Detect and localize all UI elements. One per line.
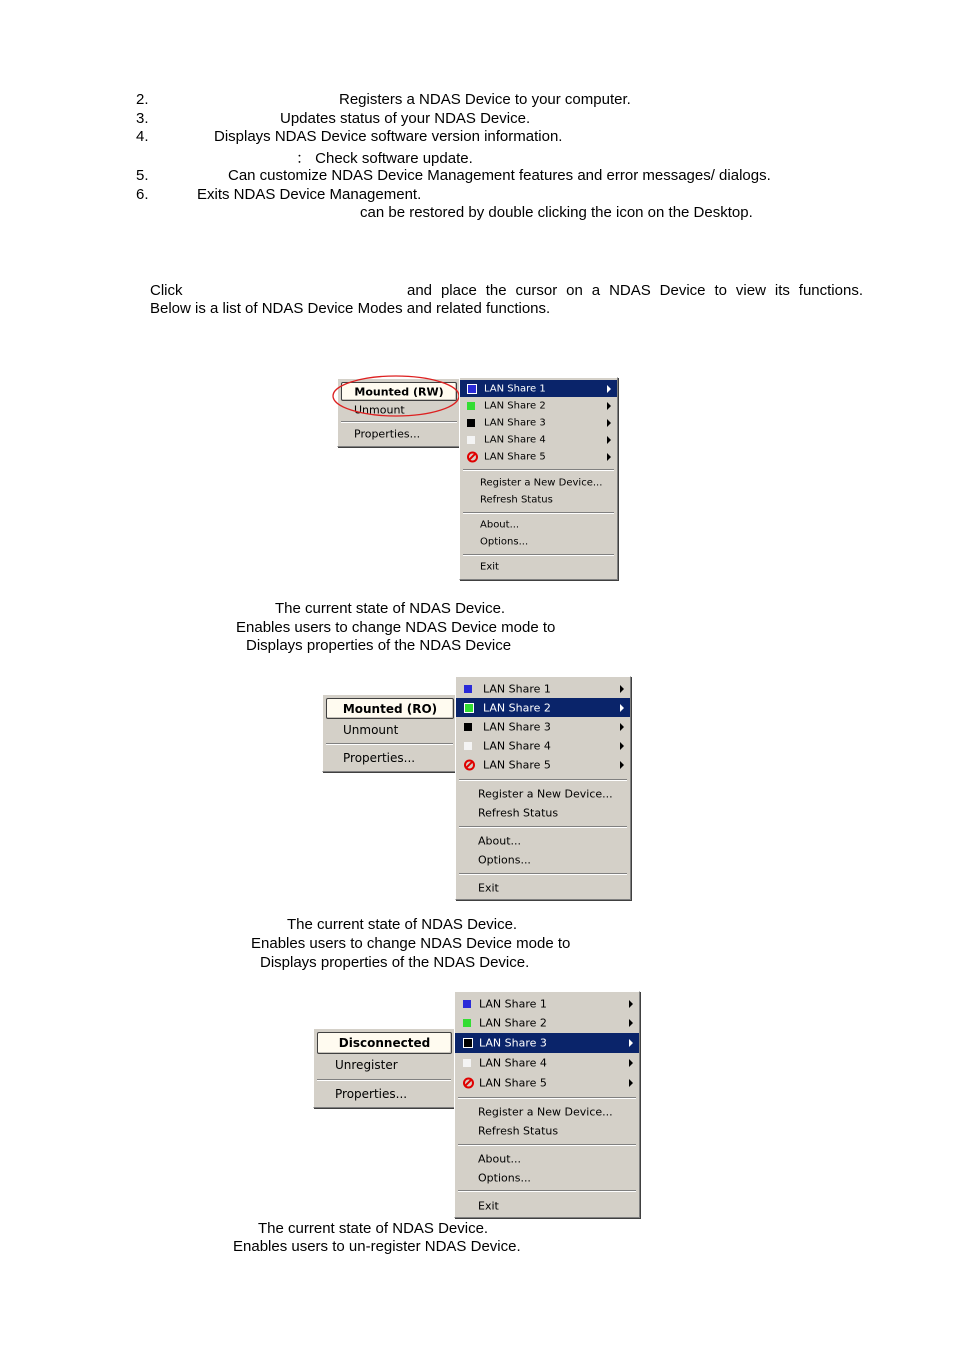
submenu-arrow-icon xyxy=(629,1039,633,1047)
options-item[interactable]: Options... xyxy=(478,853,531,867)
exit-item[interactable]: Exit xyxy=(478,1199,499,1212)
submenu-arrow-icon xyxy=(629,1000,633,1008)
separator xyxy=(463,512,614,514)
device-submenu xyxy=(322,694,457,772)
device-menu xyxy=(459,377,618,580)
list-number: 6. xyxy=(136,186,149,203)
submenu-arrow-icon xyxy=(607,453,611,461)
list-text: ： Check software update. xyxy=(296,150,473,167)
separator xyxy=(458,1097,636,1099)
caption-state: The current state of NDAS Device. xyxy=(275,600,506,617)
menu-item-lan-share-3[interactable]: LAN Share 3 xyxy=(460,414,617,431)
submenu-arrow-icon xyxy=(629,1059,633,1067)
menu-item-lan-share-1[interactable]: LAN Share 1 xyxy=(455,994,639,1013)
prohibited-icon xyxy=(467,451,478,462)
unmount-item[interactable]: Unmount xyxy=(354,403,405,416)
highlight-circle xyxy=(328,368,464,432)
properties-item[interactable]: Properties... xyxy=(335,1087,408,1101)
submenu-arrow-icon xyxy=(620,685,624,693)
list-text: can be restored by double clicking the icon on the Desktop. xyxy=(360,204,753,221)
device-status-icon xyxy=(464,703,474,713)
refresh-status-item[interactable]: Refresh Status xyxy=(478,806,559,820)
state-mounted-rw[interactable]: Mounted (RW) xyxy=(341,382,457,401)
device-status-icon xyxy=(467,384,477,394)
refresh-status-item[interactable]: Refresh Status xyxy=(478,1124,559,1137)
prohibited-icon xyxy=(464,759,475,770)
menu-item-lan-share-3[interactable]: LAN Share 3 xyxy=(456,717,630,736)
separator xyxy=(317,1079,451,1081)
device-status-icon xyxy=(464,685,472,693)
properties-item[interactable]: Properties... xyxy=(354,427,421,441)
submenu-arrow-icon xyxy=(607,402,611,410)
menu-item-lan-share-4[interactable]: LAN Share 4 xyxy=(460,431,617,448)
list-text: Displays NDAS Device software version information. xyxy=(214,128,563,145)
state-disconnected[interactable]: Disconnected xyxy=(317,1032,452,1054)
separator xyxy=(463,554,614,556)
separator xyxy=(463,469,614,471)
unregister-item[interactable]: Unregister xyxy=(335,1058,398,1072)
separator xyxy=(459,826,627,828)
device-status-icon xyxy=(464,742,472,750)
menu-item-lan-share-4[interactable]: LAN Share 4 xyxy=(456,736,630,755)
menu-item-lan-share-2[interactable]: LAN Share 2 xyxy=(455,1013,639,1033)
register-device-item[interactable]: Register a New Device... xyxy=(478,787,613,801)
caption-properties: Displays properties of the NDAS Device xyxy=(246,637,512,654)
device-status-icon xyxy=(463,1019,471,1027)
separator xyxy=(326,743,453,745)
list-number: 5. xyxy=(136,167,149,184)
caption-action: Enables users to change NDAS Device mode to xyxy=(251,935,571,952)
list-text: Updates status of your NDAS Device. xyxy=(280,110,531,127)
exit-item[interactable]: Exit xyxy=(478,881,499,895)
list-number: 3. xyxy=(136,110,149,127)
menu-item-lan-share-2[interactable]: LAN Share 2 xyxy=(456,698,630,717)
separator xyxy=(458,1144,636,1146)
device-submenu xyxy=(313,1028,455,1108)
device-menu xyxy=(455,676,631,900)
list-text: Exits NDAS Device Management. xyxy=(197,186,422,203)
refresh-status-item[interactable]: Refresh Status xyxy=(480,494,553,506)
device-status-icon xyxy=(463,1000,471,1008)
about-item[interactable]: About... xyxy=(480,519,520,531)
device-status-icon xyxy=(463,1038,473,1048)
list-text: Can customize NDAS Device Management features and error messages/ dialogs. xyxy=(228,167,771,184)
menu-item-lan-share-1[interactable]: LAN Share 1 xyxy=(456,679,630,698)
submenu-arrow-icon xyxy=(620,761,624,769)
state-mounted-ro[interactable]: Mounted (RO) xyxy=(326,698,454,719)
device-status-icon xyxy=(463,1059,471,1067)
submenu-arrow-icon xyxy=(620,723,624,731)
submenu-arrow-icon xyxy=(607,436,611,444)
device-status-icon xyxy=(464,723,472,731)
separator xyxy=(459,873,627,875)
menu-item-lan-share-5[interactable]: LAN Share 5 xyxy=(460,448,617,465)
unmount-item[interactable]: Unmount xyxy=(343,723,399,737)
menu-item-lan-share-5[interactable]: LAN Share 5 xyxy=(456,755,630,774)
register-device-item[interactable]: Register a New Device... xyxy=(478,1105,613,1118)
caption-action: Enables users to change NDAS Device mode to xyxy=(236,619,556,636)
submenu-arrow-icon xyxy=(629,1079,633,1087)
submenu-arrow-icon xyxy=(620,742,624,750)
submenu-arrow-icon xyxy=(607,419,611,427)
device-menu xyxy=(454,991,640,1218)
submenu-arrow-icon xyxy=(629,1019,633,1027)
caption-action: Enables users to un-register NDAS Device. xyxy=(233,1238,521,1255)
menu-item-lan-share-4[interactable]: LAN Share 4 xyxy=(455,1053,639,1073)
device-status-icon xyxy=(467,436,475,444)
properties-item[interactable]: Properties... xyxy=(343,751,416,765)
caption-state: The current state of NDAS Device. xyxy=(287,916,518,933)
device-status-icon xyxy=(467,419,475,427)
register-device-item[interactable]: Register a New Device... xyxy=(480,477,603,489)
options-item[interactable]: Options... xyxy=(480,536,529,548)
menu-item-lan-share-3[interactable]: LAN Share 3 xyxy=(455,1033,639,1053)
caption-properties: Displays properties of the NDAS Device. xyxy=(260,954,530,971)
intro-rest: and place the cursor on a NDAS Device to view its functions. xyxy=(407,282,863,299)
menu-item-lan-share-1[interactable]: LAN Share 1 xyxy=(460,380,617,397)
about-item[interactable]: About... xyxy=(478,834,522,848)
device-status-icon xyxy=(467,402,475,410)
intro-click: Click xyxy=(150,282,183,299)
menu-item-lan-share-2[interactable]: LAN Share 2 xyxy=(460,397,617,414)
submenu-arrow-icon xyxy=(607,385,611,393)
prohibited-icon xyxy=(463,1078,474,1089)
about-item[interactable]: About... xyxy=(478,1152,522,1165)
menu-item-lan-share-5[interactable]: LAN Share 5 xyxy=(455,1073,639,1093)
list-number: 2. xyxy=(136,91,149,108)
list-number: 4. xyxy=(136,128,149,145)
intro-line2: Below is a list of NDAS Device Modes and related functions. xyxy=(150,300,551,317)
list-text: Registers a NDAS Device to your computer. xyxy=(339,91,631,108)
submenu-arrow-icon xyxy=(620,704,624,712)
exit-item[interactable]: Exit xyxy=(480,561,499,573)
caption-state: The current state of NDAS Device. xyxy=(258,1220,489,1237)
options-item[interactable]: Options... xyxy=(478,1171,531,1184)
separator xyxy=(458,1190,636,1192)
separator xyxy=(459,779,627,781)
